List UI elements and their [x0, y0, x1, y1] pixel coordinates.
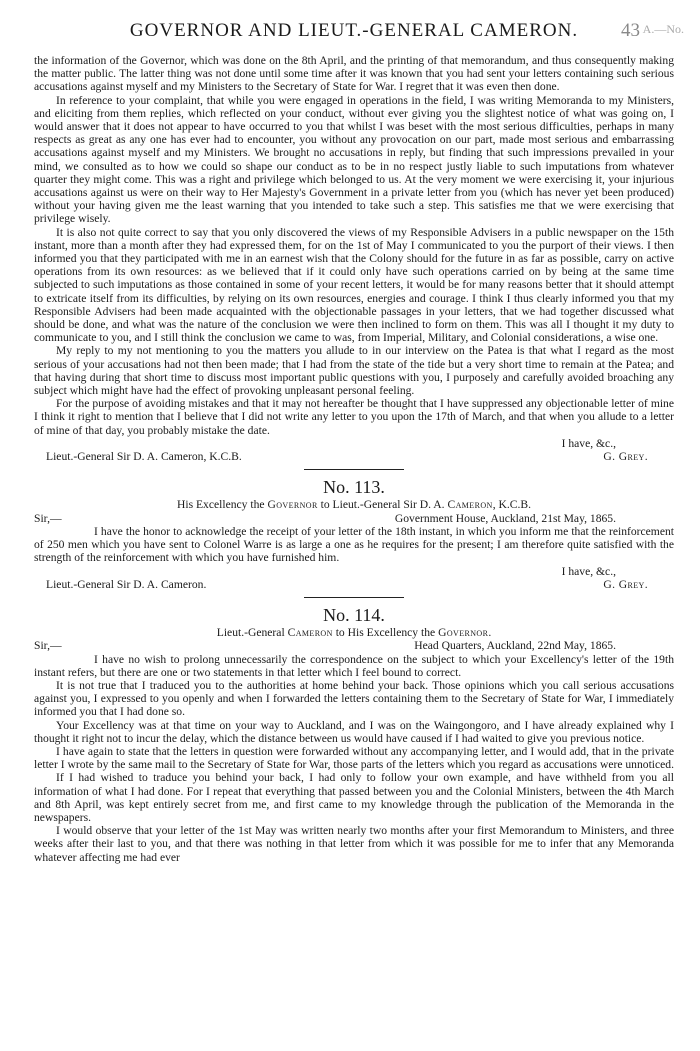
paragraph: My reply to my not mentioning to you the matters you allude to in our interview on the Patea is that what I regard as the most serious of your accusations had not then been made; that I had from the state of the tide but a very short time to remain at the Patea; and that having during that short time to discuss most important public questions with you, I purposely and carefully avoided broaching any subject which might have had the effect of provoking unpleasant personal feeling.	[34, 344, 674, 398]
heading-from: Governor	[267, 498, 318, 512]
heading-suffix: , K.C.B.	[492, 498, 532, 512]
place-date: Government House, Auckland, 21st May, 1865.	[394, 511, 616, 525]
letter-number: No. 114.	[323, 604, 385, 625]
signature: G. Grey.	[603, 450, 648, 464]
salutation: Sir,—	[34, 639, 62, 653]
paragraph: For the purpose of avoiding mistakes and that it may not hereafter be thought that I have suppressed any objectionable letter of mine I think it right to mention that I believe that I did not write any letter to you upon the 17th of March, and that when you allude to a letter of mine of that day, you probably mistake the date.	[34, 397, 674, 437]
section-divider	[304, 469, 404, 470]
heading-mid: to Lieut.-General Sir D. A.	[320, 498, 445, 512]
paragraph: It is not true that I traduced you to the authorities at home behind your back. Those opinions which you call serious accusations against you, I expressed to you openly and when I forwarded the letters containing them to the Secretary of State for War, I immediately informed you that I had done so.	[34, 678, 674, 719]
paragraph: the information of the Governor, which was done on the 8th April, and the printing of that memorandum, and thus consequently making the matter public. The latter thing was not done until some time after it was known that you had sent your letters containing such serious accusations against myself and my Ministers to the Secretary of State for War. I regret that it was even then done.	[34, 54, 674, 94]
signature-row	[34, 450, 674, 463]
letter-heading	[34, 498, 674, 511]
page-header	[34, 18, 684, 48]
corner-mark: A.—No.	[642, 22, 684, 36]
document-body	[34, 54, 674, 864]
paragraph: It is also not quite correct to say that you only discovered the views of my Responsible Advisers in a public newspaper on the 15th instant, more than a month after they had expressed them, for on the 1st of May I communicated to you the purport of their views. I then informed you that they participated with me in an earnest wish that the Colony should for the future in as far as possible, carry on active operations from its own resources: as we believed that if it could only have such operations carried on by being at the same time subjected to such imputations as those contained in some of your recent letters, it would be for many reasons better that it should attempt to extricate itself from its difficulties, by relying on its own resources, energies and courage. I think I thus clearly informed you that my Responsible Advisers had been made acquainted with the objectionable passages in your letters, that we had together discussed what should be done, and what was the nature of the conclusion we were then inclined to form on them. This was all I thought it my duty to communicate to you, and I still think the conclusion we came to was, from Imperial, Military, and Colonial considerations, a wise one.	[34, 225, 674, 345]
paragraph: If I had wished to traduce you behind your back, I had only to follow your own example, and have withheld from you all information of what I had done. For I repeat that everything that passed between you and the Colonial Ministers, between the 4th March and 8th April, was kept entirely secret from me, and first came to my knowledge through the publication of the Memoranda in the newspapers.	[34, 771, 674, 824]
letter-113	[34, 476, 674, 591]
section-divider	[304, 597, 404, 598]
heading-to: Cameron	[447, 498, 493, 512]
paragraph: In reference to your complaint, that while you were engaged in operations in the field, I was writing Memoranda to my Ministers, and eliciting from them replies, which reflected on your conduct, without ever giving you the slightest notice of what was going on, I would answer that it does not appear to have occurred to you that whilst I was beset with the most serious difficulties, perhaps in many respects as great as any one has ever had to encounter, you without any provocation on our part, made most serious and embarrassing accusations against myself and my Ministers. We brought no accusations in reply, but finding that such impressions prevailed in your mind, we consulted as to how we could so shape our conduct as to be in no respect justly liable to such imputations from whatever quarter they might come. This was a right and privilege which belonged to us. At the very moment we were exercising it, your injurious accusations against us were on their way to Her Majesty's Government in a private letter from you (which has never yet been produced) without your having given me the least warning that you intended to take such a step. This satisfies me that we were exercising that privilege wisely.	[34, 93, 674, 226]
closing: I have, &c.,	[561, 564, 616, 578]
running-title: GOVERNOR AND LIEUT.-GENERAL CAMERON.	[129, 20, 579, 41]
place-date: Head Quarters, Auckland, 22nd May, 1865.	[414, 639, 616, 653]
addressee: Lieut.-General Sir D. A. Cameron.	[46, 577, 207, 591]
salutation: Sir,—	[34, 511, 62, 525]
heading-to: Governor	[438, 625, 489, 639]
heading-mid: to His Excellency the	[335, 625, 436, 639]
addressee: Lieut.-General Sir D. A. Cameron, K.C.B.	[46, 450, 242, 464]
heading-prefix: Lieut.-General	[216, 625, 285, 639]
letter-114	[34, 604, 674, 864]
letter-112-continued	[34, 54, 674, 463]
heading-suffix: .	[488, 625, 492, 639]
signature-row	[34, 578, 674, 591]
paragraph: I have the honor to acknowledge the receipt of your letter of the 18th instant, in which you inform me that the reinforcement of 250 men which you have sent to Colonel Warre is as large a one as he requires for the present; I am therefore quite satisfied with the strength of the reinforcement with which you have furnished him.	[34, 524, 674, 565]
signature: G. Grey.	[603, 577, 648, 591]
closing: I have, &c.,	[561, 436, 616, 450]
page-number: 43	[621, 20, 640, 41]
letter-heading	[34, 626, 674, 639]
heading-prefix: His Excellency the	[176, 498, 265, 512]
paragraph: I have again to state that the letters in question were forwarded without any accompanying letter, and I would add, that in the private letter I wrote by the same mail to the Secretary of State for War, those parts of the letters which you regard as accusations were unnoticed.	[34, 744, 675, 772]
paragraph: Your Excellency was at that time on your way to Auckland, and I was on the Waingongoro, and I have already explained why I thought it right not to incur the delay, which the distance between us would have caused if I had waited to give you previous notice.	[34, 718, 674, 745]
heading-from: Cameron	[287, 625, 333, 639]
letter-number: No. 113.	[323, 477, 385, 498]
paragraph: I have no wish to prolong unnecessarily the correspondence on the subject to which your Excellency's letter of the 19th instant refers, but there are one or two statements in that letter which I feel bound to correct.	[34, 652, 674, 679]
paragraph: I would observe that your letter of the 1st May was written nearly two months after your first Memorandum to Ministers, and three weeks after their last to you, and that there was nothing in that letter from which it was possible for me to infer that any Memoranda whatever affecting me had ever	[34, 824, 674, 864]
